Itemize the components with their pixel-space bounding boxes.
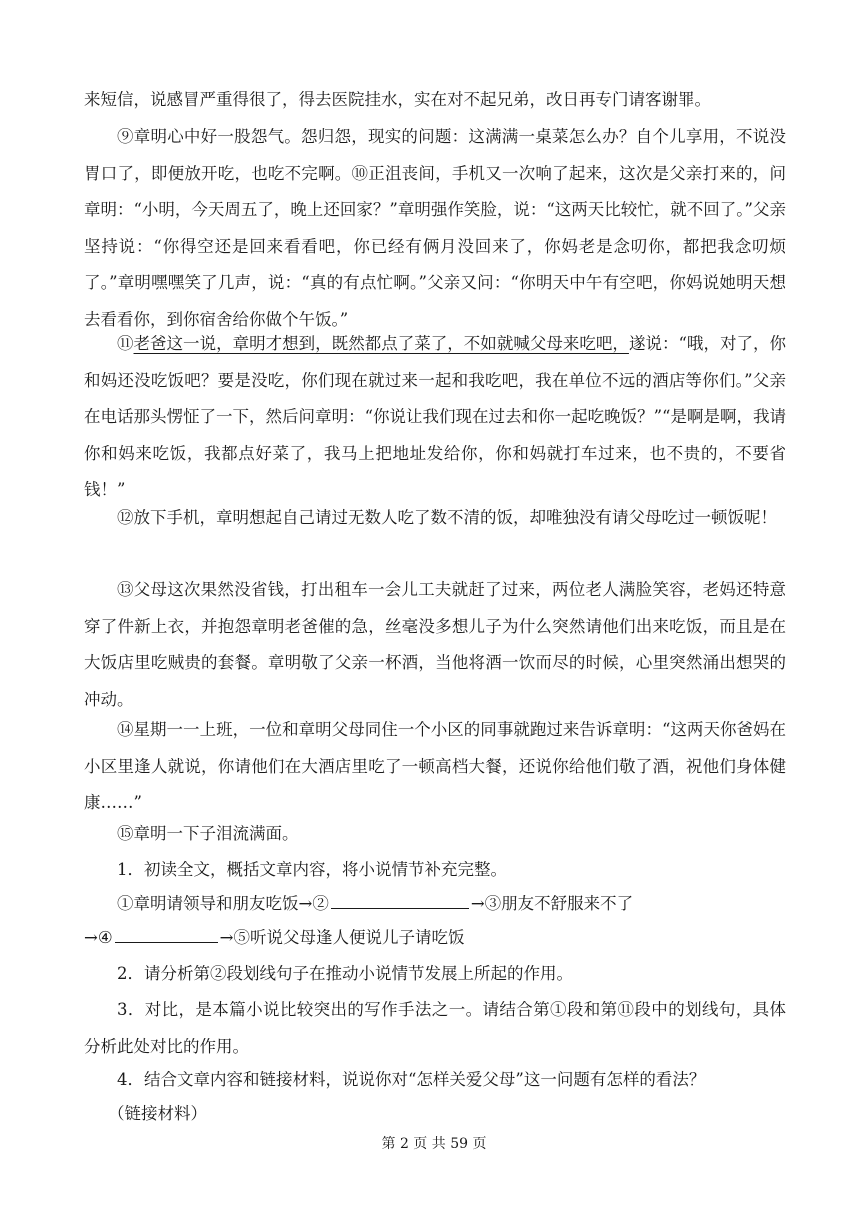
question-1: 1．初读全文，概括文章内容，将小说情节补充完整。 [117, 860, 507, 879]
link-material-label: （链接材料） [108, 1104, 207, 1123]
paragraph-12: ⑫放下手机，章明想起自己请过无数人吃了数不清的饭，却唯独没有请父母吃过一顿饭呢！ [117, 508, 777, 527]
paragraph-9: ⑨章明心中好一股怨气。怨归怨，现实的问题：这满满一桌菜怎么办？自个儿享用，不说没胃口了，即便放开吃，也吃不完啊。⑩正沮丧间，手机又一次响了起来，这次是父亲打来的，问章明：“小明，今天周五了，晚上还回家？”章明强作笑脸，说：“这两天比较忙，就不回了。”父亲坚持说：“你得空还是回来看看吧，你已经有俩月没回来了，你妈老是念叨你，都把我念叨烦了。”章明嘿嘿笑了几声，说：“真的有点忙啊。”父亲又问：“你明天中午有空吧，你妈说她明天想去看看你，到你宿舍给你做个午饭。” [84, 127, 786, 329]
plot-step-1-2: ①章明请领导和朋友吃饭→② [117, 894, 329, 913]
plot-step-4-prefix: →④ [84, 928, 113, 947]
plot-step-3: →③朋友不舒服来不了 [470, 894, 634, 913]
paragraph-11-rest: 遂说：“哦，对了，你和妈还没吃饭吧？要是没吃，你们现在就过来一起和我吃吧，我在单位不远的酒店等你们。”父亲在电话那头愣怔了一下，然后问章明：“你说让我们现在过去和你一起吃晚饭？”“是啊是啊，我请你和妈来吃饭，我都点好菜了，我马上把地址发给你，你和妈就打车过来，也不贵的，不要省钱！” [84, 334, 786, 499]
paragraph-11-number: ⑪ [117, 334, 134, 353]
question-4: 4．结合文章内容和链接材料，说说你对“怎样关爱父母”这一问题有怎样的看法？ [117, 1070, 706, 1089]
paragraph-11 [84, 326, 786, 509]
answer-blank-2[interactable] [331, 907, 469, 909]
paragraph-14: ⑭星期一一上班，一位和章明父母同住一个小区的同事就跑过来告诉章明：“这两天你爸妈在小区里逢人就说，你请他们在大酒店里吃了一顿高档大餐，还说你给他们敬了酒，祝他们身体健康……” [84, 720, 786, 812]
paragraph-13: ⑬父母这次果然没省钱，打出租车一会儿工夫就赶了过来，两位老人满脸笑容，老妈还特意穿了件新上衣，并抱怨章明老爸催的急，丝毫没多想儿子为什么突然请他们出来吃饭，而且是在大饭店里吃贼贵的套餐。章明敬了父亲一杯酒，当他将酒一饮而尽的时候，心里突然涌出想哭的冲动。 [84, 580, 786, 709]
answer-blank-4[interactable] [115, 941, 218, 943]
question-1-plot-line-2 [84, 920, 786, 957]
question-1-plot-line-1 [84, 886, 786, 923]
plot-step-5: →⑤听说父母逢人便说儿子请吃饭 [219, 928, 465, 947]
paragraph-11-underlined-sentence: 老爸这一说，章明才想到，既然都点了菜了，不如就喊父母来吃吧， [133, 334, 629, 353]
page-footer: 第 2 页 共 59 页 [381, 1136, 487, 1152]
paragraph-15: ⑮章明一下子泪流满面。 [117, 824, 299, 843]
question-2: 2．请分析第②段划线句子在推动小说情节发展上所起的作用。 [117, 964, 573, 983]
paragraph-8-end: 来短信，说感冒严重得很了，得去医院挂水，实在对不起兄弟，改日再专门请客谢罪。 [84, 90, 711, 109]
question-3: 3．对比，是本篇小说比较突出的写作手法之一。请结合第①段和第⑪段中的划线句，具体分析此处对比的作用。 [84, 1000, 786, 1056]
